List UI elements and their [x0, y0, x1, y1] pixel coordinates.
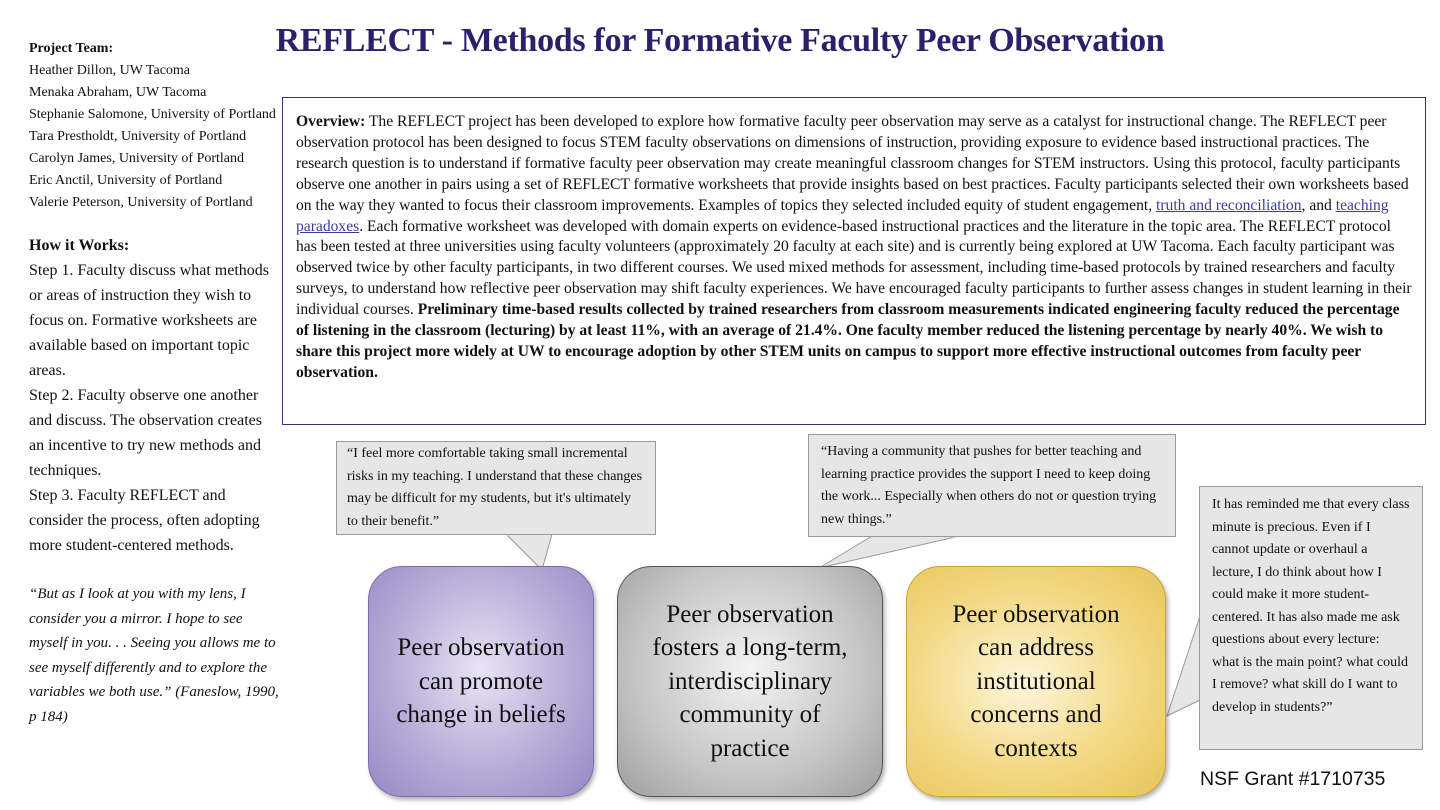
project-team-heading: Project Team:	[29, 41, 114, 56]
epigraph-quote	[29, 582, 279, 729]
step-3: Step 3. Faculty REFLECT and consider the process, often adopting more student-centered methods.	[29, 487, 260, 554]
team-member-list	[29, 60, 279, 214]
card-community-of-practice	[617, 566, 883, 797]
overview-text: The REFLECT project has been developed to explore how formative faculty peer observation may serve as a catalyst for instructional change. The REFLECT peer observation protocol has been designed to focus STEM faculty observations on dimensions of instruction, providing exposure to evidence based instructional practices. The research question is to understand if formative faculty peer observation may create meaningful classroom changes for STEM instructors. Using this protocol, faculty participants observe one another in pairs using a set of REFLECT formative worksheets that provide insights based on best practices. Faculty participants selected their own worksheets based on the way they wanted to focus their classroom improvements. Examples of topics they selected included equity of student engagement,	[296, 113, 1409, 214]
bubble-tail-3	[1167, 616, 1200, 716]
poster-title: REFLECT - Methods for Formative Faculty Peer Observation	[275, 22, 1165, 59]
card-text: Peer observation can promote change in beliefs	[396, 634, 566, 729]
quote-bubble-2: “Having a community that pushes for better teaching and learning practice provides the support I need to keep doing the work... Especially when others do not or question trying new things.”	[808, 434, 1176, 537]
epigraph-citation: (Faneslow, 1990, p 184)	[29, 684, 279, 725]
overview-label: Overview:	[296, 113, 366, 130]
team-member: Stephanie Salomone, University of Portland	[29, 107, 276, 122]
bubble-tail-2	[819, 536, 960, 568]
team-member: Tara Prestholdt, University of Portland	[29, 129, 247, 144]
card-change-in-beliefs	[368, 566, 594, 797]
how-it-works-heading: How it Works:	[29, 237, 130, 254]
teaching-paradoxes-link[interactable]: teaching paradoxes	[296, 196, 1389, 235]
truth-and-reconciliation-link[interactable]: truth and reconciliation	[1156, 196, 1302, 214]
card-institutional-concerns	[906, 566, 1166, 797]
team-member: Eric Anctil, University of Portland	[29, 173, 223, 188]
overview-text: . Each formative worksheet was developed with domain experts on evidence-based instructional practices and the literature in the topic area. The REFLECT protocol has been tested at three universities using faculty volunteers (approximately 20 faculty at each site) and is currently being explored at UW Tacoma. Each faculty participant was observed twice by other faculty participants, in two different courses. We used mixed methods for assessment, including time-based protocols by trained researchers and faculty surveys, to understand how reflective peer observation may shift faculty experiences. We have encouraged faculty participants to further assess changes in student learning in their individual courses.	[296, 217, 1412, 319]
team-member: Carolyn James, University of Portland	[29, 151, 245, 166]
step-2: Step 2. Faculty observe one another and discuss. The observation creates an incentive to try new methods and techniques.	[29, 387, 262, 479]
grant-number: NSF Grant #1710735	[1200, 768, 1386, 790]
quote-bubble-1: “I feel more comfortable taking small incremental risks in my teaching. I understand that these changes may be difficult for my students, but it's ultimately to their benefit.”	[336, 441, 656, 535]
team-member: Valerie Peterson, University of Portland	[29, 195, 253, 210]
overview-box	[282, 97, 1426, 425]
bubble-tail-1	[506, 534, 552, 570]
card-text: Peer observation fosters a long-term, interdisciplinary community of practice	[652, 600, 848, 762]
preliminary-results-text: Preliminary time-based results collected by trained researchers from classroom measurements indicated engineering faculty reduced the percentage of listening in the classroom (lecturing) by at least 11%, with an average of 21.4%. One faculty member reduced the listening percentage by nearly 40%. We wish to share this project more widely at UW to encourage adoption by other STEM units on campus to support more effective instructional outcomes from faculty peer observation.	[296, 301, 1400, 381]
overview-text: , and	[1301, 196, 1336, 214]
team-member: Heather Dillon, UW Tacoma	[29, 63, 191, 78]
step-1: Step 1. Faculty discuss what methods or areas of instruction they wish to focus on. Formative worksheets are available based on important topic areas.	[29, 262, 269, 379]
card-text: Peer observation can address institutional concerns and contexts	[952, 600, 1120, 762]
sidebar	[29, 38, 279, 729]
quote-bubble-3: It has reminded me that every class minute is precious. Even if I cannot update or overhaul a lecture, I do think about how I could make it more student-centered. It has also made me ask questions about every lecture: what is the main point? what could I remove? what skill do I want to develop in students?”	[1199, 486, 1423, 750]
team-member: Menaka Abraham, UW Tacoma	[29, 85, 207, 100]
epigraph-text: “But as I look at you with my lens, I consider you a mirror. I hope to see myself in you. . . Seeing you allows me to see myself differently and to explore the variables we both use.”	[29, 586, 276, 700]
